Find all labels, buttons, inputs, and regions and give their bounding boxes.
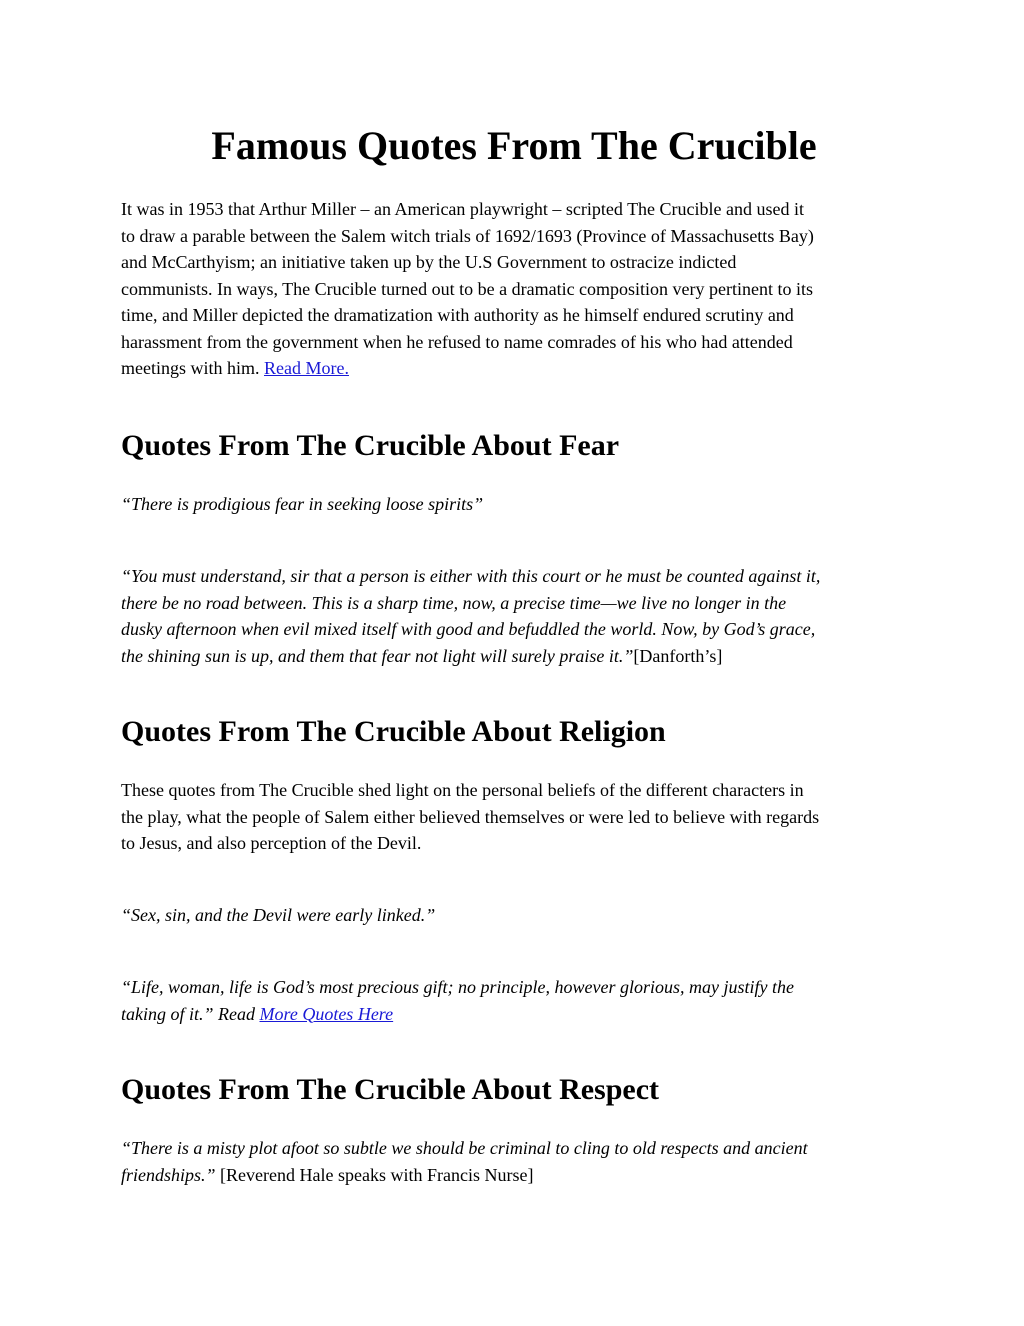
section-heading-religion: Quotes From The Crucible About Religion xyxy=(121,715,666,748)
religion-quote-1 xyxy=(121,902,907,929)
intro-last-line xyxy=(121,355,907,382)
paragraph-line: the play, what the people of Salem either believed themselves or were led to believe with regards xyxy=(121,806,820,827)
intro-line: time, and Miller depicted the dramatization with authority as he himself endured scrutiny and xyxy=(121,305,794,325)
quote-line: “There is prodigious fear in seeking loose spirits” xyxy=(121,494,484,514)
fear-quote-1 xyxy=(121,491,907,518)
intro-line: to draw a parable between the Salem witch trials of 1692/1693 (Province of Massachusetts Bay) xyxy=(121,225,814,246)
quote-line: “Sex, sin, and the Devil were early linked.” xyxy=(121,905,436,925)
religion-intro-paragraph xyxy=(121,777,907,857)
intro-paragraph xyxy=(121,196,907,382)
quote-last-line xyxy=(121,1162,907,1189)
quote-line: taking of it.” Read xyxy=(121,1003,255,1024)
respect-quote xyxy=(121,1135,907,1188)
quote-line: “There is a misty plot afoot so subtle we should be criminal to cling to old respects and ancient xyxy=(121,1138,808,1158)
paragraph-line: These quotes from The Crucible shed light on the personal beliefs of the different characters in xyxy=(121,780,804,800)
religion-quote-2 xyxy=(121,974,907,1027)
quote-line: “You must understand, sir that a person is either with this court or he must be counted against it, xyxy=(121,566,821,586)
quote-line: dusky afternoon when evil mixed itself with good and befuddled the world. Now, by God’s grace, xyxy=(121,619,816,639)
quote-line: “Life, woman, life is God’s most precious gift; no principle, however glorious, may justify the xyxy=(121,977,794,997)
intro-line: and McCarthyism; an initiative taken up by the U.S Government to ostracize indicted xyxy=(121,252,737,272)
intro-line: harassment from the government when he refused to name comrades of his who had attended xyxy=(121,331,793,352)
paragraph-line: to Jesus, and also perception of the Devil. xyxy=(121,833,422,853)
page-title: Famous Quotes From The Crucible xyxy=(211,123,817,168)
read-more-link[interactable]: Read More. xyxy=(264,358,349,378)
quote-last-line xyxy=(121,643,907,670)
quote-attribution: [Danforth’s] xyxy=(633,645,723,666)
intro-line: It was in 1953 that Arthur Miller – an American playwright – scripted The Crucible and used it xyxy=(121,199,805,219)
section-heading-fear: Quotes From The Crucible About Fear xyxy=(121,429,620,462)
fear-quote-2 xyxy=(121,563,907,669)
quote-last-line xyxy=(121,1001,907,1028)
quote-line: the shining sun is up, and them that fear not light will surely praise it.” xyxy=(121,645,634,666)
section-heading-respect: Quotes From The Crucible About Respect xyxy=(121,1073,660,1106)
quote-line: there be no road between. This is a sharp time, now, a precise time—we live no longer in the xyxy=(121,592,787,613)
intro-last-text: meetings with him. xyxy=(121,358,260,378)
intro-line: communists. In ways, The Crucible turned out to be a dramatic composition very pertinent to its xyxy=(121,278,814,299)
quote-line: friendships.” xyxy=(121,1164,216,1185)
more-quotes-link[interactable]: More Quotes Here xyxy=(259,1003,394,1024)
quote-attribution: [Reverend Hale speaks with Francis Nurse] xyxy=(220,1164,534,1185)
